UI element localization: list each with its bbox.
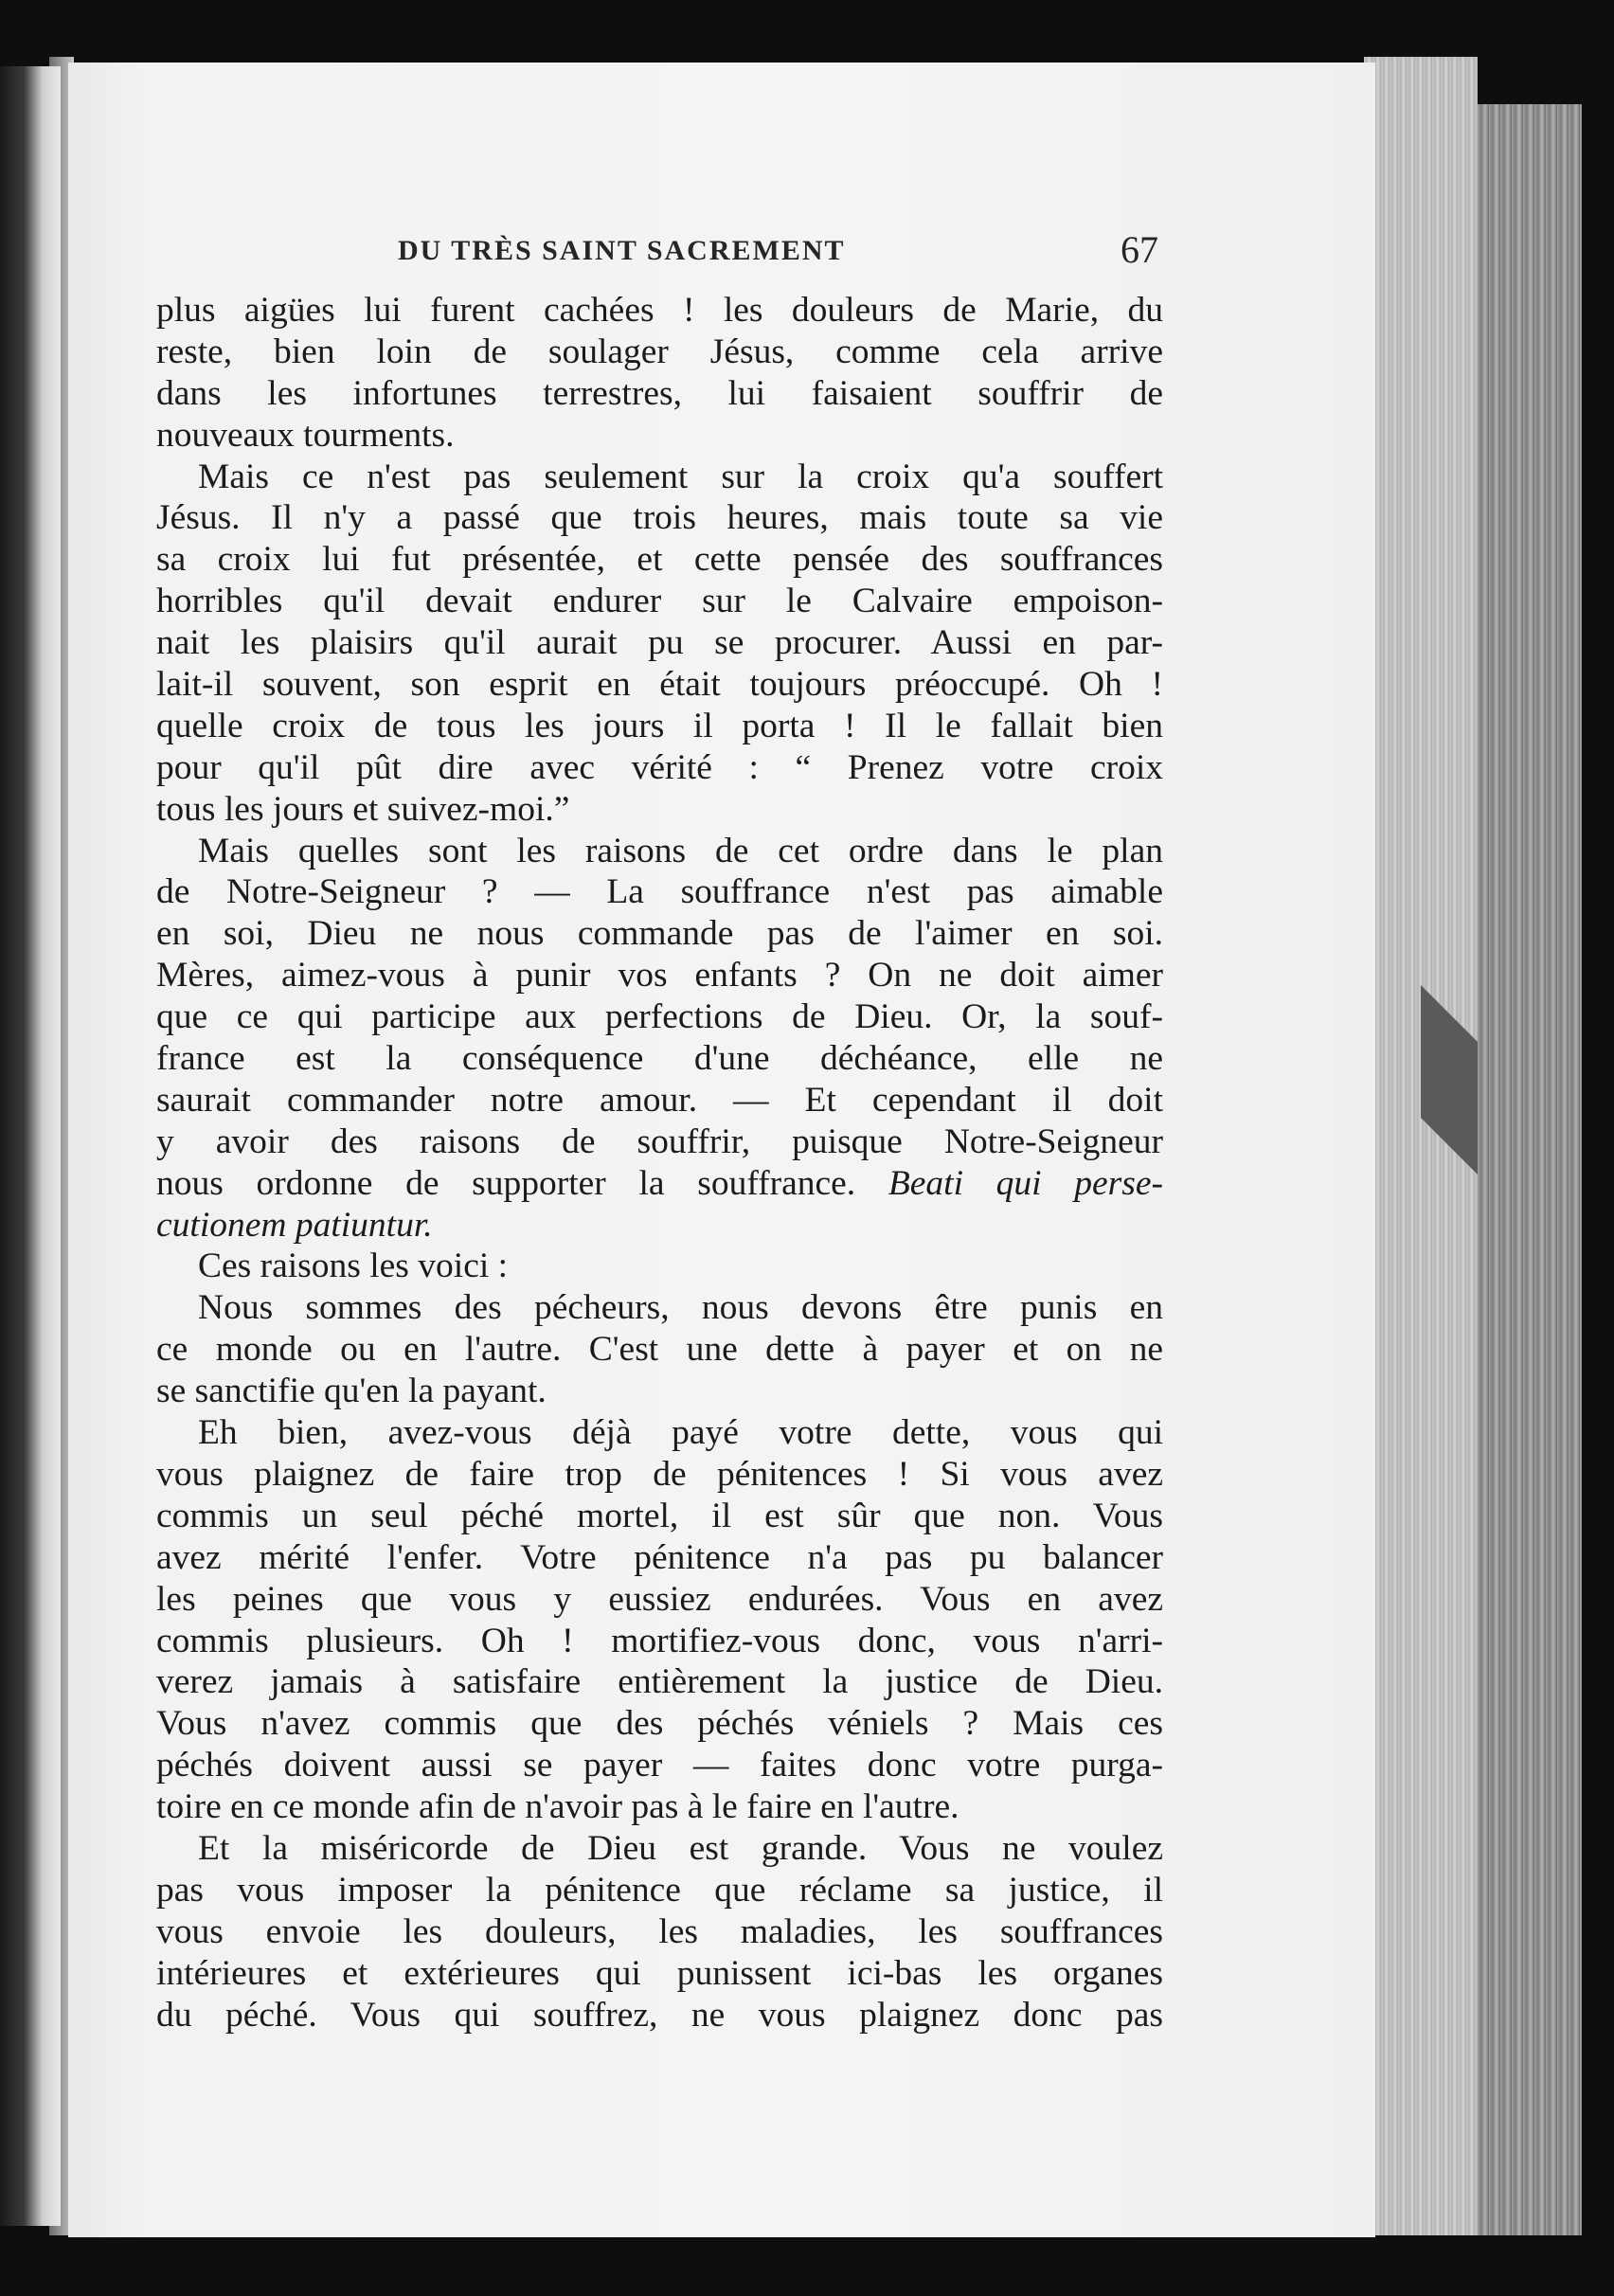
text-line: france est la conséquence d'une déchéance, elle ne (156, 1039, 1163, 1079)
text-line: lait-il souvent, son esprit en était toujours préoccupé. Oh ! (156, 665, 1163, 705)
text-line: reste, bien loin de soulager Jésus, comme cela arrive (156, 332, 1163, 371)
text-line: ce monde ou en l'autre. C'est une dette à payer et on ne (156, 1330, 1163, 1370)
text-line: nait les plaisirs qu'il aurait pu se procurer. Aussi en par- (156, 623, 1163, 663)
text-line: vous envoie les douleurs, les maladies, les souffrances (156, 1911, 1163, 1951)
text-line: dans les infortunes terrestres, lui faisaient souffrir de (156, 373, 1163, 413)
text-line: pour qu'il pût dire avec vérité : “ Prenez votre croix (156, 747, 1163, 787)
text-line: commis plusieurs. Oh ! mortifiez-vous donc, vous n'arri- (156, 1621, 1163, 1660)
text-line: intérieures et extérieures qui punissent ici-bas les organes (156, 1953, 1163, 1993)
page-number: 67 (1121, 228, 1158, 271)
text-line: se sanctifie qu'en la payant. (156, 1372, 547, 1411)
text-line: avez mérité l'enfer. Votre pénitence n'a pas pu balancer (156, 1537, 1163, 1577)
text-line: Et la miséricorde de Dieu est grande. Vous ne voulez (198, 1828, 1163, 1868)
body-text (156, 290, 1163, 2036)
text-line: toire en ce monde afin de n'avoir pas à le faire en l'autre. (156, 1787, 959, 1827)
text-line: sa croix lui fut présentée, et cette pensée des souffrances (156, 540, 1163, 580)
text-line: verez jamais à satisfaire entièrement la justice de Dieu. (156, 1662, 1163, 1702)
text-line: plus aigües lui furent cachées ! les douleurs de Marie, du (156, 291, 1163, 330)
text-line: Vous n'avez commis que des péchés véniels ? Mais ces (156, 1704, 1163, 1744)
text-line: Eh bien, avez-vous déjà payé votre dette, vous qui (198, 1413, 1163, 1453)
left-page-edge (0, 66, 61, 2226)
text-line: pas vous imposer la pénitence que réclame sa justice, il (156, 1870, 1163, 1910)
text-line: de Notre-Seigneur ? — La souffrance n'est pas aimable (156, 872, 1163, 912)
latin-quote: cutionem patiuntur. (156, 1205, 433, 1245)
text-line: nouveaux tourments. (156, 415, 455, 455)
text-line: Nous sommes des pécheurs, nous devons être punis en (198, 1288, 1163, 1328)
running-head: DU TRÈS SAINT SACREMENT (398, 235, 846, 266)
text-line: les peines que vous y eussiez endurées. Vous en avez (156, 1579, 1163, 1619)
text-line: Jésus. Il n'y a passé que trois heures, mais toute sa vie (156, 498, 1163, 538)
text-line: y avoir des raisons de souffrir, puisque Notre-Seigneur (156, 1121, 1163, 1161)
text-line (156, 1205, 1163, 1247)
text-line: saurait commander notre amour. — Et cependant il doit (156, 1080, 1163, 1120)
text-line: vous plaignez de faire trop de pénitences ! Si vous avez (156, 1454, 1163, 1494)
book-cover-edge (1478, 104, 1582, 2235)
text-line: Ces raisons les voici : (198, 1247, 509, 1286)
text-line: Mais ce n'est pas seulement sur la croix qu'a souffert (198, 457, 1163, 496)
text-line: tous les jours et suivez-moi.” (156, 789, 570, 829)
text-line: Mais quelles sont les raisons de cet ordre dans le plan (198, 831, 1163, 870)
text-line: Mères, aimez-vous à punir vos enfants ? On ne doit aimer (156, 956, 1163, 996)
text-line: du péché. Vous qui souffrez, ne vous plaignez donc pas (156, 1995, 1163, 2035)
text-line: péchés doivent aussi se payer — faites donc votre purga- (156, 1746, 1163, 1785)
text-line: que ce qui participe aux perfections de Dieu. Or, la souf- (156, 997, 1163, 1037)
text-line-with-italic (156, 1163, 1163, 1205)
text-line: quelle croix de tous les jours il porta ! Il le fallait bien (156, 706, 1163, 745)
latin-quote: Beati qui perse- (888, 1163, 1163, 1203)
text-span: nous ordonne de supporter la souffrance. (156, 1163, 856, 1203)
text-line: en soi, Dieu ne nous commande pas de l'aimer en soi. (156, 914, 1163, 954)
text-line: horribles qu'il devait endurer sur le Calvaire empoison- (156, 582, 1163, 621)
text-line: commis un seul péché mortel, il est sûr que non. Vous (156, 1496, 1163, 1535)
